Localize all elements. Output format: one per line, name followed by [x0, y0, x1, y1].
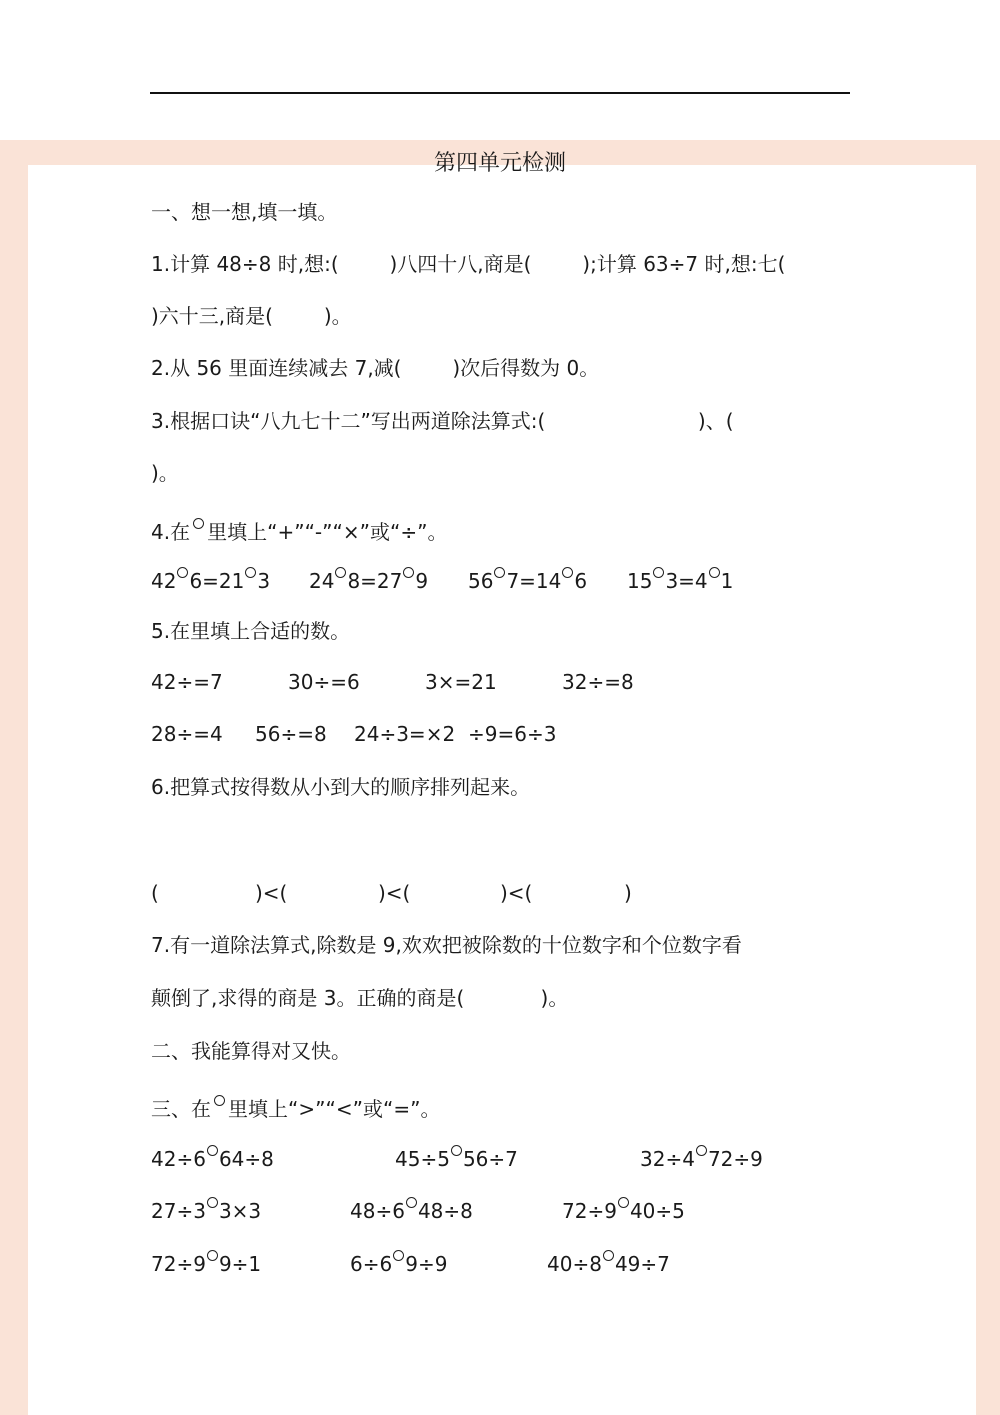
q4-item: 56 7=14 6 — [468, 569, 588, 593]
compare-item: 72÷9 9÷1 — [151, 1252, 262, 1276]
circle-icon — [214, 1095, 225, 1106]
circle-icon — [193, 518, 204, 529]
q4-prompt-a: 4.在 — [151, 520, 191, 544]
q5-item: 30÷=6 — [288, 670, 360, 694]
circle-icon — [696, 1145, 707, 1156]
q4-prompt-b: 里填上“+”“-”“×”或“÷”。 — [207, 520, 448, 544]
circle-icon — [403, 567, 414, 578]
q7-line-2: 颠倒了,求得的商是 3。正确的商是( )。 — [151, 986, 569, 1010]
compare-item: 48÷6 48÷8 — [350, 1199, 473, 1223]
q3-line-2: )。 — [151, 461, 179, 485]
q6-blank: )<( — [255, 881, 288, 905]
circle-icon — [207, 1145, 218, 1156]
q6-blank: ) — [624, 881, 632, 905]
q5-item: 56÷=8 — [255, 722, 327, 746]
q4-item: 24 8=27 9 — [309, 569, 429, 593]
circle-icon — [562, 567, 573, 578]
q5-item: 28÷=4 — [151, 722, 223, 746]
q7-line-1: 7.有一道除法算式,除数是 9,欢欢把被除数的十位数字和个位数字看 — [151, 933, 742, 957]
q6-blank: ( — [151, 881, 159, 905]
compare-item: 6÷6 9÷9 — [350, 1252, 448, 1276]
q4-item: 15 3=4 1 — [627, 569, 734, 593]
q5-prompt: 5.在里填上合适的数。 — [151, 619, 351, 643]
page-title: 第四单元检测 — [433, 151, 566, 176]
q4-prompt — [151, 518, 447, 544]
section-3-heading: 三、在 里填上“>”“<”或“=”。 — [151, 1097, 441, 1121]
compare-item: 45÷5 56÷7 — [395, 1147, 518, 1171]
compare-item: 40÷8 49÷7 — [547, 1252, 670, 1276]
q5-item: 42÷=7 — [151, 670, 223, 694]
q4-item: 42 6=21 3 — [151, 569, 271, 593]
circle-icon — [177, 567, 188, 578]
compare-item: 72÷9 40÷5 — [562, 1199, 685, 1223]
compare-item: 32÷4 72÷9 — [640, 1147, 763, 1171]
q5-item: 3×=21 — [425, 670, 497, 694]
q5-item: 24÷3=×2 — [354, 722, 456, 746]
circle-icon — [603, 1250, 614, 1261]
circle-icon — [406, 1197, 417, 1208]
q6-blank: )<( — [500, 881, 533, 905]
q6-prompt: 6.把算式按得数从小到大的顺序排列起来。 — [151, 775, 531, 799]
q1-line-1: 1.计算 48÷8 时,想:( )八四十八,商是( );计算 63÷7 时,想:七( — [151, 252, 786, 276]
q2: 2.从 56 里面连续减去 7,减( )次后得数为 0。 — [151, 356, 600, 380]
q5-item: 32÷=8 — [562, 670, 634, 694]
header-rule — [150, 92, 850, 94]
circle-icon — [709, 567, 720, 578]
circle-icon — [207, 1197, 218, 1208]
circle-icon — [653, 567, 664, 578]
circle-icon — [451, 1145, 462, 1156]
q3-line-1: 3.根据口诀“八九七十二”写出两道除法算式:( )、( — [151, 409, 734, 433]
q5-item: ÷9=6÷3 — [468, 722, 557, 746]
compare-item: 42÷6 64÷8 — [151, 1147, 274, 1171]
circle-icon — [618, 1197, 629, 1208]
circle-icon — [207, 1250, 218, 1261]
section-1-heading: 一、想一想,填一填。 — [151, 200, 338, 224]
circle-icon — [335, 567, 346, 578]
q1-line-2: )六十三,商是( )。 — [151, 304, 352, 328]
circle-icon — [494, 567, 505, 578]
compare-item: 27÷3 3×3 — [151, 1199, 262, 1223]
circle-icon — [245, 567, 256, 578]
section-2-heading: 二、我能算得对又快。 — [151, 1039, 351, 1063]
q6-blank: )<( — [378, 881, 411, 905]
circle-icon — [393, 1250, 404, 1261]
